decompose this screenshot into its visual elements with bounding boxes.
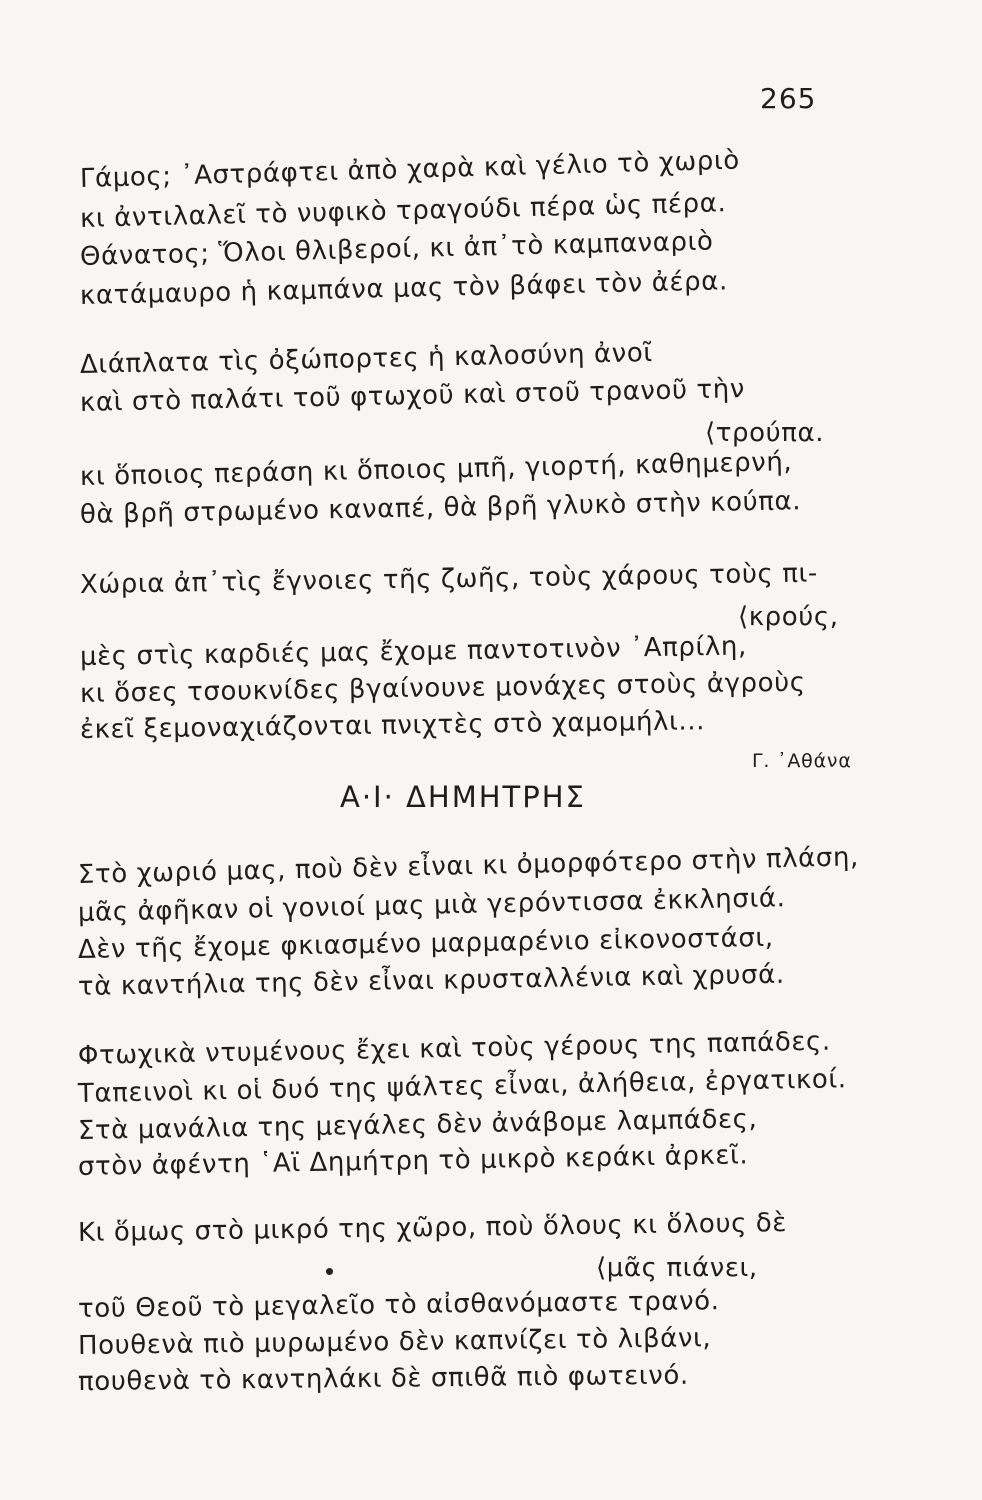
poem-line: τὰ καντήλια της δὲν εἶναι κρυσταλλένια καὶ χρυσά. — [77, 959, 785, 1002]
poem-line: Φτωχικὰ ντυμένους ἔχει καὶ τοὺς γέρους της παπάδες. — [77, 1026, 831, 1071]
poem-line: μᾶς ἀφῆκαν οἱ γονιοί μας μιὰ γερόντισσα ἐκκλησιά. — [77, 883, 786, 928]
poem-line: τοῦ Θεοῦ τὸ μεγαλεῖο τὸ αἰσθανόμαστε τρανό. — [77, 1286, 720, 1324]
poem-line: κι ὅσες τσουκνίδες βγαίνουνε μονάχες στοὺς ἀγροὺς — [79, 667, 806, 709]
poem-line-continuation: ⟨μᾶς πιάνει, — [596, 1253, 758, 1283]
poem-line: Θάνατος; Ὅλοι θλιβεροί, κι ἀπ᾿τὸ καμπαναριὸ — [79, 226, 714, 272]
poem-line: πουθενὰ τὸ καντηλάκι δὲ σπιθᾶ πιὸ φωτεινό. — [77, 1360, 689, 1397]
poem-line: Κι ὅμως στὸ μικρό της χῶρο, ποὺ ὅλους κι ὅλους δὲ — [77, 1208, 788, 1248]
poem-author: Γ. ᾿Αθάνα — [752, 750, 852, 772]
poem-line: Στὸ χωριό μας, ποὺ δὲν εἶναι κι ὀμορφότερο στὴν πλάση, — [77, 842, 860, 890]
ink-dot — [326, 1268, 333, 1275]
poem-line: Δὲν τῆς ἔχομε φκιασμένο μαρμαρένιο εἰκονοστάσι, — [77, 922, 774, 965]
poem-line: καὶ στὸ παλάτι τοῦ φτωχοῦ καὶ στοῦ τρανοῦ τὴν — [79, 374, 746, 418]
poem-line: Ταπεινοὶ κι οἱ δυό της ψάλτες εἶναι, ἀλήθεια, ἐργατικοί. — [77, 1064, 847, 1109]
poem-line: ἐκεῖ ξεμοναχιάζονται πνιχτὲς στὸ χαμομήλι... — [79, 706, 706, 745]
poem-line: Διάπλατα τὶς ὀξώπορτες ἡ καλοσύνη ἀνοῖ — [79, 338, 654, 380]
poem-line: στὸν ἀφέντη ῾Αϊ Δημήτρη τὸ μικρὸ κεράκι ἀρκεῖ. — [77, 1140, 749, 1182]
poem-line-continuation: ⟨τρούπα. — [705, 418, 825, 448]
poem-line: κι ὅποιος περάση κι ὅποιος μπῆ, γιορτή, καθημερνή, — [79, 447, 793, 492]
poem-line: Χώρια ἀπ᾿τὶς ἔγνοιες τῆς ζωῆς, τοὺς χάρους τοὺς πι- — [79, 558, 819, 600]
poem-line: θὰ βρῆ στρωμένο καναπέ, θὰ βρῆ γλυκὸ στὴν κούπα. — [79, 486, 802, 530]
poem-line: κατάμαυρο ἡ καμπάνα μας τὸν βάφει τὸν ἀέρα. — [79, 266, 729, 311]
poem-line: Στὰ μανάλια της μεγάλες δὲν ἀνάβομε λαμπάδες, — [77, 1104, 758, 1146]
poem-title: Α·Ι· ΔΗΜΗΤΡΗΣ — [340, 780, 586, 814]
poem-line-continuation: ⟨κρούς, — [738, 602, 839, 632]
poem-line: Γάμος; ᾿Αστράφτει ἀπὸ χαρὰ καὶ γέλιο τὸ χωριὸ — [79, 145, 741, 194]
poem-line: Πουθενὰ πιὸ μυρωμένο δὲν καπνίζει τὸ λιβάνι, — [77, 1323, 712, 1361]
poem-line: κι ἀντιλαλεῖ τὸ νυφικὸ τραγούδι πέρα ὡς πέρα. — [79, 188, 727, 234]
page-number: 265 — [760, 82, 817, 115]
poem-line: μὲς στὶς καρδιές μας ἔχομε παντοτινὸν ᾿Απρίλη, — [79, 631, 748, 672]
